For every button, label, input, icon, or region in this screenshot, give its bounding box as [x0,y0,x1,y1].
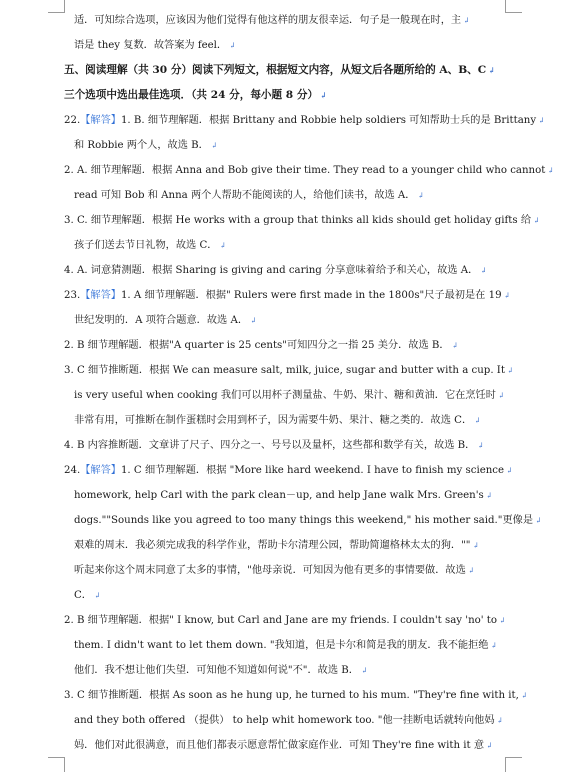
line-text: 非常有用，可推断在制作蛋糕时会用到杯子，因为需要牛奶、果汁、糖之类的．故选 C． [74,415,473,426]
continuation-line [64,558,508,583]
line-text: homework, help Carl with the park clean－up, and help Jane walk Mrs. Green's [74,490,484,501]
line-text: 适．可知综合选项，应该因为他们觉得有他这样的朋友很幸运．句子是一般现在时，主 [74,15,462,26]
line-text: 五、阅读理解（共 30 分）阅读下列短文，根据短文内容，从短文后各题所给的 A、B、C [64,64,487,76]
answer-tag: 【解答】 [80,465,121,476]
line-text: C． [74,590,92,601]
line-text: 4. A. 词意猜测题．根据 Sharing is giving and caring 分享意味着给予和关心，故选 A． [64,265,479,276]
line-text: 妈．他们对此很满意，而且他们都表示愿意帮忙做家庭作业．可知 They're fine with it 意 [74,740,485,751]
paragraph-mark-icon: ↲ [219,241,227,250]
line-text: dogs.""Sounds like you agreed to too many things this weekend," his mother said."更像是 [74,515,534,526]
answer-item [64,458,513,483]
line-text: 三个选项中选出最佳选项．（共 24 分，每小题 8 分） [64,89,319,101]
paragraph-mark-icon: ↲ [547,166,555,175]
continuation-line [64,483,508,508]
paragraph-mark-icon: ↲ [93,591,101,600]
continuation-line [64,233,508,258]
line-text: 3. C 细节推断题．根据 We can measure salt, milk, juice, sugar and butter with a cup. It [64,365,505,376]
continuation-line [64,533,508,558]
line-text: 世纪发明的．A 项符合题意．故选 A． [74,315,249,326]
paragraph-mark-icon: ↲ [477,441,485,450]
paragraph-mark-icon: ↲ [320,90,327,100]
section-heading [64,83,508,108]
continuation-line [64,733,508,758]
paragraph-mark-icon: ↲ [503,291,511,300]
question-number: 23. [64,290,81,301]
line-text: 2. B 细节理解题．根据" I know, but Carl and Jane are my friends. I couldn't say 'no' to [64,615,498,626]
line-text: is very useful when cooking 我们可以用杯子测量盐、牛奶、果汁、糖和黄油．它在烹饪时 [74,390,496,401]
crop-mark-bottom-left [48,757,65,772]
line-text: 1. B. 细节理解题．根据 Brittany and Robbie help soldiers 可知帮助士兵的是 Brittany [120,115,537,126]
continuation-line [64,33,508,58]
paragraph-mark-icon: ↲ [520,691,528,700]
document-body [64,8,555,758]
line-text: 2. B 细节理解题．根据"A quarter is 25 cents"可知四分之一指 25 美分．故选 B． [64,340,450,351]
continuation-line [64,708,508,733]
continuation-line [64,383,508,408]
answer-item [64,158,555,183]
continuation-line [64,183,508,208]
answer-item [64,433,508,458]
paragraph-mark-icon: ↲ [488,65,495,75]
paragraph-mark-icon: ↲ [490,641,498,650]
answer-tag: 【解答】 [80,115,121,126]
paragraph-mark-icon: ↲ [486,741,493,750]
line-text: 2. A. 细节理解题．根据 Anna and Bob give their time. They read to a younger child who cannot [64,165,546,176]
line-text: 和 Robbie 两个人，故选 B． [74,140,209,151]
paragraph-mark-icon: ↲ [360,666,368,675]
answer-item [64,208,540,233]
crop-mark-bottom-right [505,757,522,772]
line-text: 听起来你这个周末同意了太多的事情，"他母亲说．可知因为他有更多的事情要做．故选 [74,565,466,576]
line-text: 艰难的周末．我必须完成我的科学作业，帮助卡尔清理公园，帮助简遛格林太太的狗．"" [74,540,471,551]
paragraph-mark-icon: ↲ [474,416,481,425]
answer-item [64,283,511,308]
paragraph-mark-icon: ↲ [485,491,493,500]
question-number: 22. [64,115,81,126]
continuation-line [64,308,508,333]
paragraph-mark-icon: ↲ [497,391,505,400]
paragraph-mark-icon: ↲ [250,316,257,325]
question-number: 24. [64,465,81,476]
paragraph-mark-icon: ↲ [463,16,470,25]
answer-item [64,108,545,133]
answer-item [64,258,508,283]
crop-mark-top-left [48,0,65,13]
answer-item [64,333,508,358]
line-text: read 可知 Bob 和 Anna 两个人帮助不能阅读的人，给他们读书，故选 A． [74,190,416,201]
continuation-line [64,658,508,683]
continuation-line [64,508,542,533]
line-text: 他们．我不想让他们失望．可知他不知道如何说"不"．故选 B． [74,665,359,676]
paragraph-mark-icon: ↲ [480,266,487,275]
paragraph-mark-icon: ↲ [496,716,504,725]
paragraph-mark-icon: ↲ [472,541,480,550]
paragraph-mark-icon: ↲ [538,116,545,125]
line-text: 4. B 内容推断题．文章讲了尺子、四分之一、号号以及量杯，这些都和数学有关，故选 B． [64,440,476,451]
line-text: them. I didn't want to let them down. "我知道，但是卡尔和简是我的朋友．我不能拒绝 [74,640,489,651]
paragraph-mark-icon: ↲ [229,41,236,50]
paragraph-mark-icon: ↲ [417,191,425,200]
paragraph-mark-icon: ↲ [451,341,459,350]
line-text: 孩子们送去节日礼物，故选 C． [74,240,218,251]
continuation-line [64,583,508,608]
line-text: 1. C 细节理解题．根据 "More like hard weekend. I have to finish my science [120,465,505,476]
answer-item [64,608,508,633]
answer-tag: 【解答】 [80,290,121,301]
paragraph-mark-icon: ↲ [499,616,506,625]
paragraph-mark-icon: ↲ [533,216,540,225]
paragraph-mark-icon: ↲ [535,516,542,525]
line-text: 3. C. 细节理解题．根据 He works with a group that thinks all kids should get holiday gifts 给 [64,215,532,226]
continuation-line [64,633,508,658]
paragraph-mark-icon: ↲ [210,141,218,150]
paragraph-mark-icon: ↲ [506,366,514,375]
paragraph-mark-icon: ↲ [467,566,475,575]
section-heading [64,58,508,83]
answer-item [64,683,528,708]
line-text: 3. C 细节推断题．根据 As soon as he hung up, he turned to his mum. "They're fine with it, [64,690,519,701]
line-text: 1. A 细节理解题．根据" Rulers were first made in the 1800s"尺子最初是在 19 [120,290,502,301]
paragraph-mark-icon: ↲ [506,466,513,475]
answer-item [64,358,514,383]
line-text: and they both offered （提供） to help whit homework too. "他一挂断电话就转向他妈 [74,715,495,726]
continuation-line [64,133,508,158]
line-text: 语是 they 复数．故答案为 feel． [74,40,228,51]
continuation-line [64,408,508,433]
continuation-line [64,8,508,33]
